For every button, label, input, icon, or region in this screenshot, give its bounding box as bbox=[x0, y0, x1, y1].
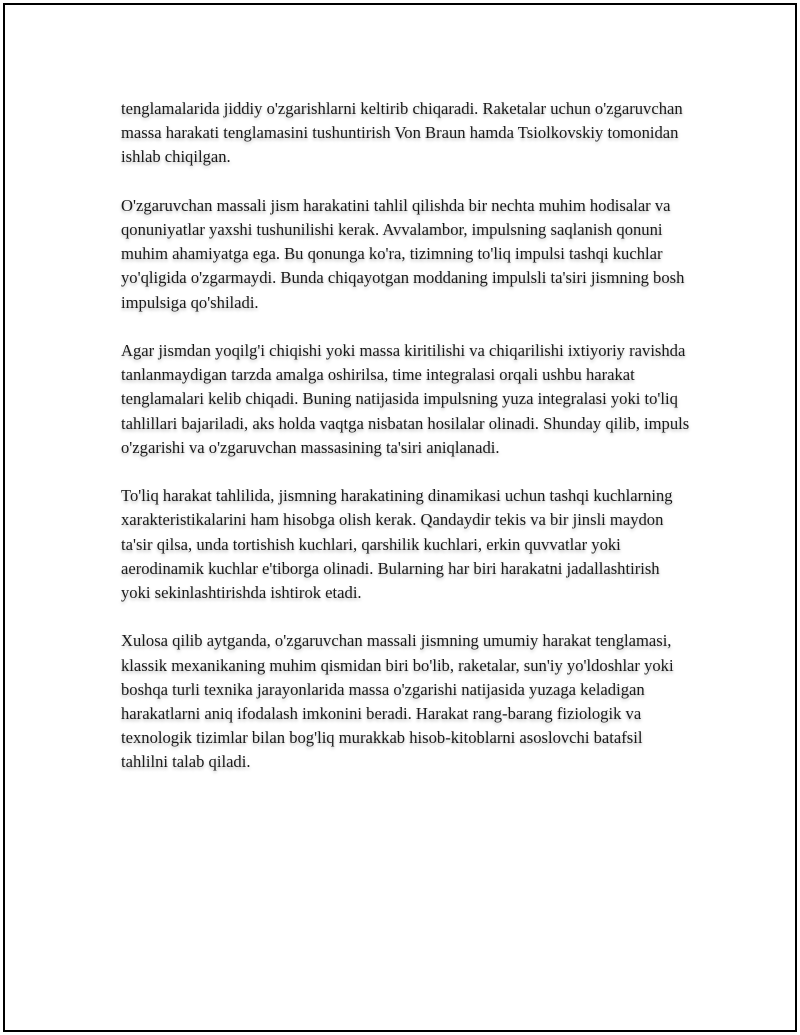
paragraph: O'zgaruvchan massali jism harakatini tahlil qilishda bir nechta muhim hodisalar va qonuniyatlar yaxshi tushunilishi kerak. Avvalambor, impulsning saqlanish qonuni muhim ahamiyatga ega. Bu qonunga ko'ra, tizimning to'liq impulsi tashqi kuchlar yo'qligida o'zgarmaydi. Bunda chiqayotgan moddaning impulsli ta'siri jismning bosh impulsiga qo'shiladi. bbox=[121, 195, 685, 312]
paragraph: Agar jismdan yoqilg'i chiqishi yoki massa kiritilishi va chiqarilishi ixtiyoriy ravishda tanlanmaydigan tarzda amalga oshirilsa, time integralasi orqali ushbu harakat tenglamalari kelib chiqadi. Buning natijasida impulsning yuza integralasi yoki to'liq tahlillari bajariladi, aks holda vaqtga nisbatan hosilalar olinadi. Shunday qilib, impuls o'zgarishi va o'zgaruvchan massasining ta'siri aniqlanadi. bbox=[121, 341, 690, 457]
document-body bbox=[121, 97, 691, 775]
page-frame bbox=[3, 3, 797, 1032]
paragraph: Xulosa qilib aytganda, o'zgaruvchan massali jismning umumiy harakat tenglamasi, klassik mexanikaning muhim qismidan biri bo'lib, raketalar, sun'iy yo'ldoshlar yoki boshqa turli texnika jarayonlarida massa o'zgarishi natijasida yuzaga keladigan harakatlarni aniq ifodalash imkonini beradi. Harakat rang-barang fiziologik va texnologik tizimlar bilan bog'liq murakkab hisob-kitoblarni asoslovchi batafsil tahlilni talab qiladi. bbox=[121, 631, 674, 772]
paragraph: tenglamalarida jiddiy o'zgarishlarni keltirib chiqaradi. Raketalar uchun o'zgaruvchan massa harakati tenglamasini tushuntirish Von Braun hamda Tsiolkovskiy tomonidan ishlab chiqilgan. bbox=[121, 99, 683, 167]
paragraph: To'liq harakat tahlilida, jismning harakatining dinamikasi uchun tashqi kuchlarning xarakteristikalarini ham hisobga olish kerak. Qandaydir tekis va bir jinsli maydon ta'sir qilsa, unda tortishish kuchlari, qarshilik kuchlari, erkin quvvatlar yoki aerodinamik kuchlar e'tiborga olinadi. Bularning har biri harakatni jadallashtirish yoki sekinlashtirishda ishtirok etadi. bbox=[121, 486, 673, 603]
